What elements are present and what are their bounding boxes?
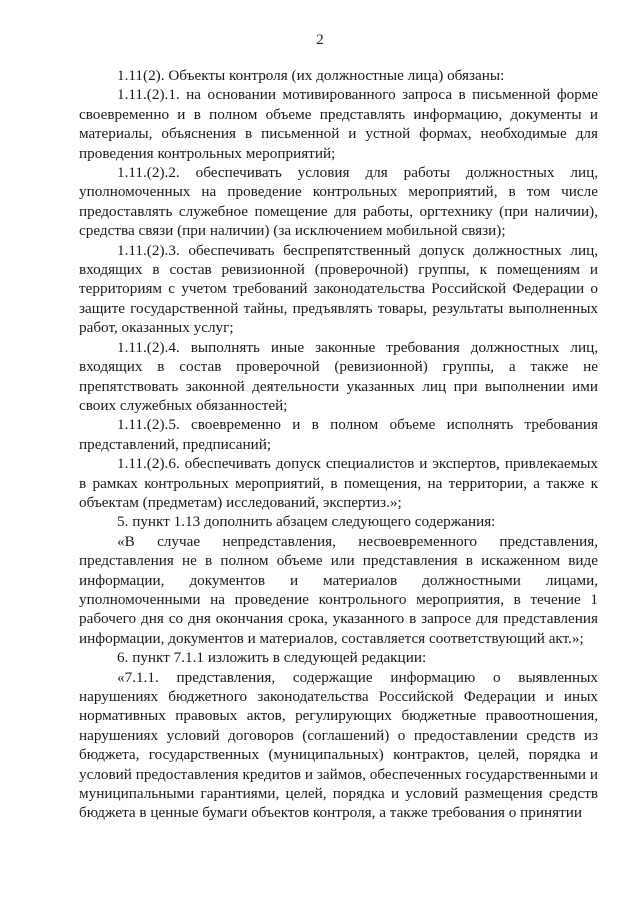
- document-body: [79, 66, 598, 823]
- paragraph-item-6: 6. пункт 7.1.1 изложить в следующей редакции:: [117, 649, 427, 667]
- paragraph-1-11-2-5: 1.11.(2).5. своевременно и в полном объеме исполнять требования представлений, предписаний;: [79, 416, 598, 453]
- page-number: 2: [316, 32, 324, 48]
- paragraph-item-5: 5. пункт 1.13 дополнить абзацем следующего содержания:: [117, 513, 496, 531]
- paragraph-1-11-2-1: 1.11.(2).1. на основании мотивированного запроса в письменной форме своевременно и в полном объеме представлять информацию, документы и материалы, объяснения в письменной и устной формах, необходимые для проведения контрольных мероприятий;: [79, 86, 598, 162]
- paragraph-quote-1-13: «В случае непредставления, несвоевременного представления, представления не в полном объеме или представления в искаженном виде информации, документов и материалов должностными лицами, уполномоченными на проведение контрольного мероприятия, в течение 1 рабочего дня со дня окончания срока, указанного в запросе для представления информации, документов и материалов, составляется соответствующий акт.»;: [79, 532, 598, 647]
- paragraph-1-11-2-heading: 1.11(2). Объекты контроля (их должностные лица) обязаны:: [117, 67, 505, 84]
- paragraph-1-11-2-2: 1.11.(2).2. обеспечивать условия для работы должностных лиц, уполномоченных на проведение контрольных мероприятий, в том числе предоставлять служебное помещение для работы, оргтехнику (при наличии), средства связи (при наличии) (за исключением мобильной связи);: [79, 164, 598, 240]
- paragraph-1-11-2-6: 1.11.(2).6. обеспечивать допуск специалистов и экспертов, привлекаемых в рамках контрольных мероприятий, в помещения, на территории, а также к объектам (предметам) исследований, экспертиз.»;: [79, 455, 598, 511]
- paragraph-1-11-2-4: 1.11.(2).4. выполнять иные законные требования должностных лиц, входящих в состав проверочной (ревизионной) группы, а также не препятствовать законной деятельности указанных лиц при выполнении ими своих служебных обязанностей;: [79, 338, 598, 414]
- paragraph-quote-7-1-1: «7.1.1. представления, содержащие информацию о выявленных нарушениях бюджетного законодательства Российской Федерации и иных нормативных правовых актов, регулирующих бюджетные правоотношения, нарушениях условий договоров (соглашений) о предоставлении средств из бюджета, государственных (муниципальных) контрактов, целей, порядка и условий предоставления кредитов и займов, обеспеченных государственными и муниципальными гарантиями, целей, порядка и условий размещения средств бюджета в ценные бумаги объектов контроля, а также требования о принятии: [79, 668, 598, 822]
- paragraph-1-11-2-3: 1.11.(2).3. обеспечивать беспрепятственный допуск должностных лиц, входящих в состав ревизионной (проверочной) группы, к помещениям и территориям с учетом требований законодательства Российской Федерации о защите государственной тайны, предъявлять товары, результаты выполненных работ, оказанных услуг;: [79, 241, 598, 337]
